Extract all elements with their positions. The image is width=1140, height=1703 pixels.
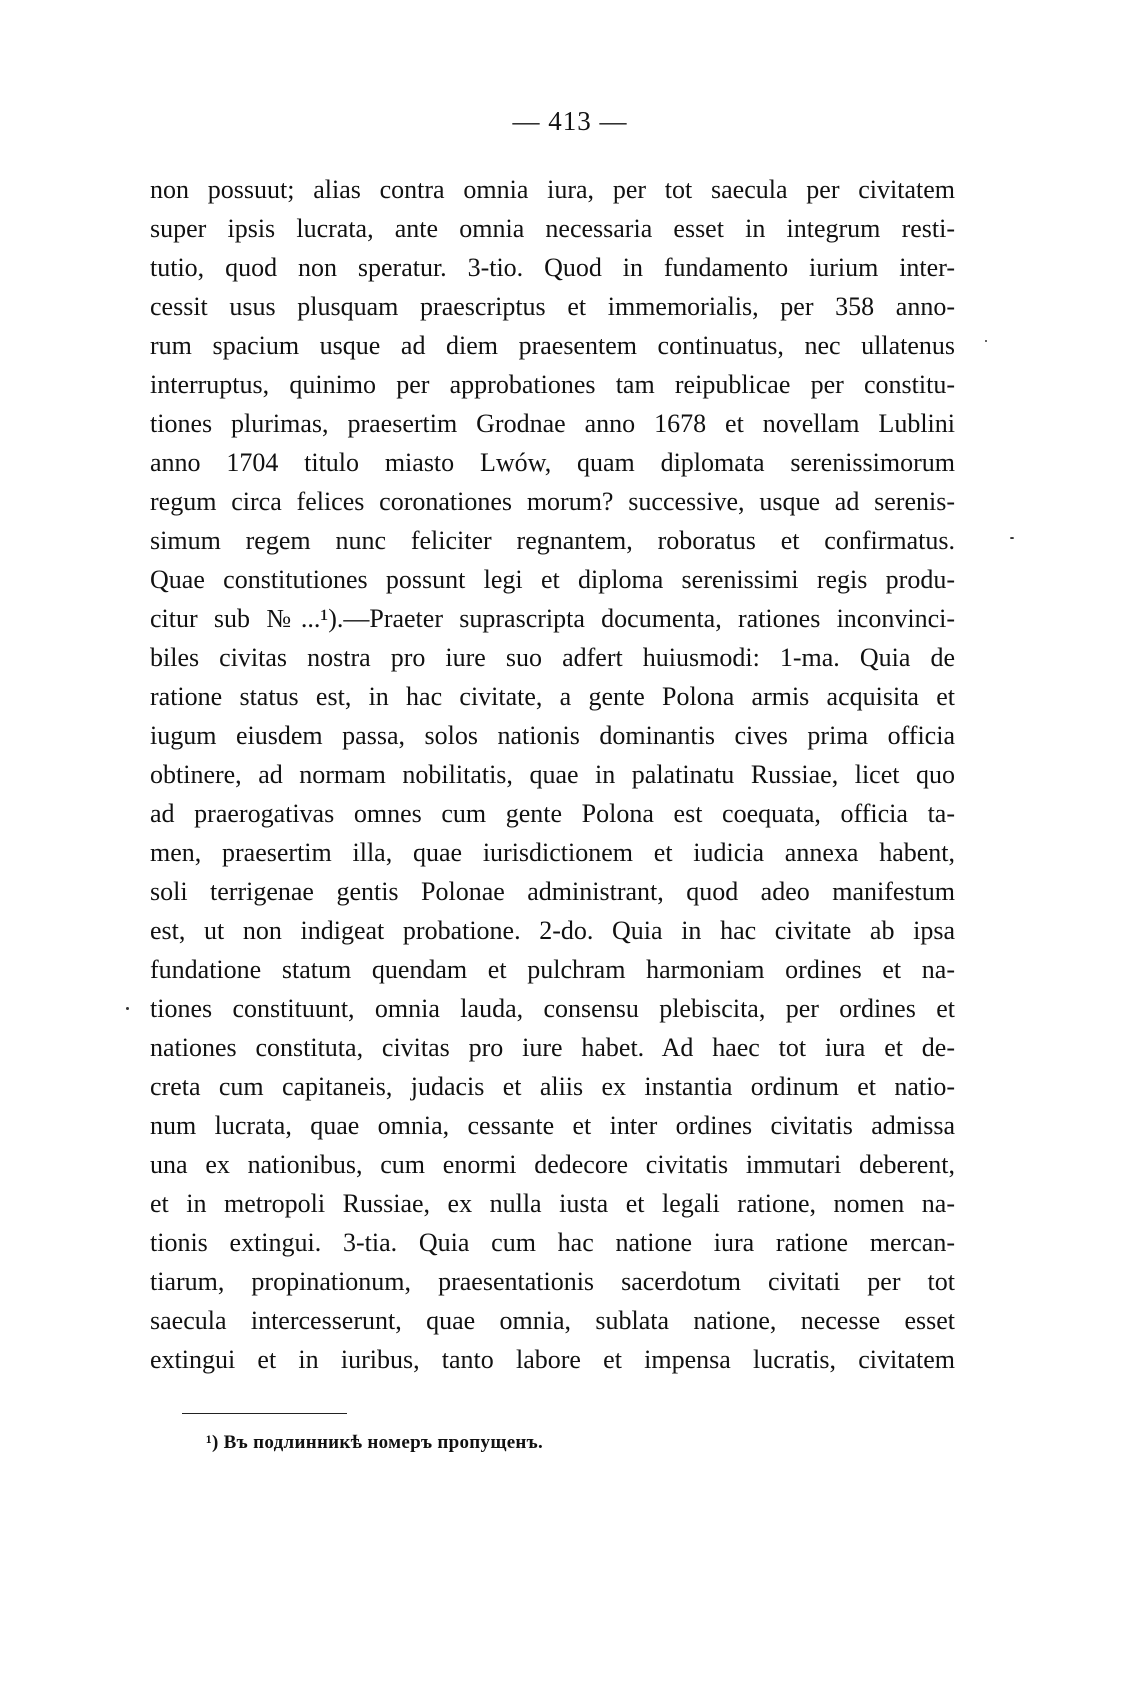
text-line: simum regem nunc feliciter regnantem, roboratus et confirmatus. [150,526,955,555]
text-line: iugum eiusdem passa, solos nationis dominantis cives prima officia [150,721,955,750]
text-line: fundatione statum quendam et pulchram harmoniam ordines et na- [150,955,955,984]
text-line: saecula intercesserunt, quae omnia, sublata natione, necesse esset [150,1306,955,1335]
text-line: biles civitas nostra pro iure suo adfert huiusmodi: 1-ma. Quia de [150,643,955,672]
text-line: est, ut non indigeat probatione. 2-do. Quia in hac civitate ab ipsa [150,916,955,945]
text-line: tiones constituunt, omnia lauda, consensu plebiscita, per ordines et [150,994,955,1023]
scan-speck [985,340,987,342]
text-line: men, praesertim illa, quae iurisdictionem et iudicia annexa habent, [150,838,955,867]
text-line: tiones plurimas, praesertim Grodnae anno 1678 et novellam Lublini [150,409,955,438]
text-line: Quae constitutiones possunt legi et diploma serenissimi regis produ- [150,565,955,594]
text-line: nationes constituta, civitas pro iure habet. Ad haec tot iura et de- [150,1033,955,1062]
text-line: anno 1704 titulo miasto Lwów, quam diplomata serenissimorum [150,448,955,477]
text-line: et in metropoli Russiae, ex nulla iusta et legali ratione, nomen na- [150,1189,955,1218]
text-line: ad praerogativas omnes cum gente Polona est coequata, officia ta- [150,799,955,828]
text-line: rum spacium usque ad diem praesentem continuatus, nec ullatenus [150,331,955,360]
text-line: interruptus, quinimo per approbationes tam reipublicae per constitu- [150,370,955,399]
text-line: non possuut; alias contra omnia iura, per tot saecula per civitatem [150,175,955,204]
text-line: obtinere, ad normam nobilitatis, quae in palatinatu Russiae, licet quo [150,760,955,789]
text-line: regum circa felices coronationes morum? successive, usque ad serenis- [150,487,955,516]
body-text [150,170,955,1379]
text-line: tiarum, propinationum, praesentationis sacerdotum civitati per tot [150,1267,955,1296]
page-number: — 413 — [512,106,628,136]
text-line: tionis extingui. 3-tia. Quia cum hac natione iura ratione mercan- [150,1228,955,1257]
text-line: tutio, quod non speratur. 3-tio. Quod in fundamento iurium inter- [150,253,955,282]
text-line: citur sub №...¹).—Praeter suprascripta documenta, rationes inconvinci- [150,604,955,633]
text-line: extingui et in iuribus, tanto labore et impensa lucratis, civitatem [150,1345,955,1374]
text-line: super ipsis lucrata, ante omnia necessaria esset in integrum resti- [150,214,955,243]
footnote-divider [182,1413,347,1414]
text-line: creta cum capitaneis, judacis et aliis ex instantia ordinum et natio- [150,1072,955,1101]
text-line: ratione status est, in hac civitate, a gente Polona armis acquisita et [150,682,955,711]
text-line: una ex nationibus, cum enormi dedecore civitatis immutari deberent, [150,1150,955,1179]
text-line: soli terrigenae gentis Polonae administrant, quod adeo manifestum [150,877,955,906]
footnote: ¹) Въ подлинникѣ номеръ пропущенъ. [206,1432,544,1453]
text-line: cessit usus plusquam praescriptus et immemorialis, per 358 anno- [150,292,955,321]
text-line: num lucrata, quae omnia, cessante et inter ordines civitatis admissa [150,1111,955,1140]
scan-speck [1010,537,1014,539]
scan-speck [126,1007,129,1010]
